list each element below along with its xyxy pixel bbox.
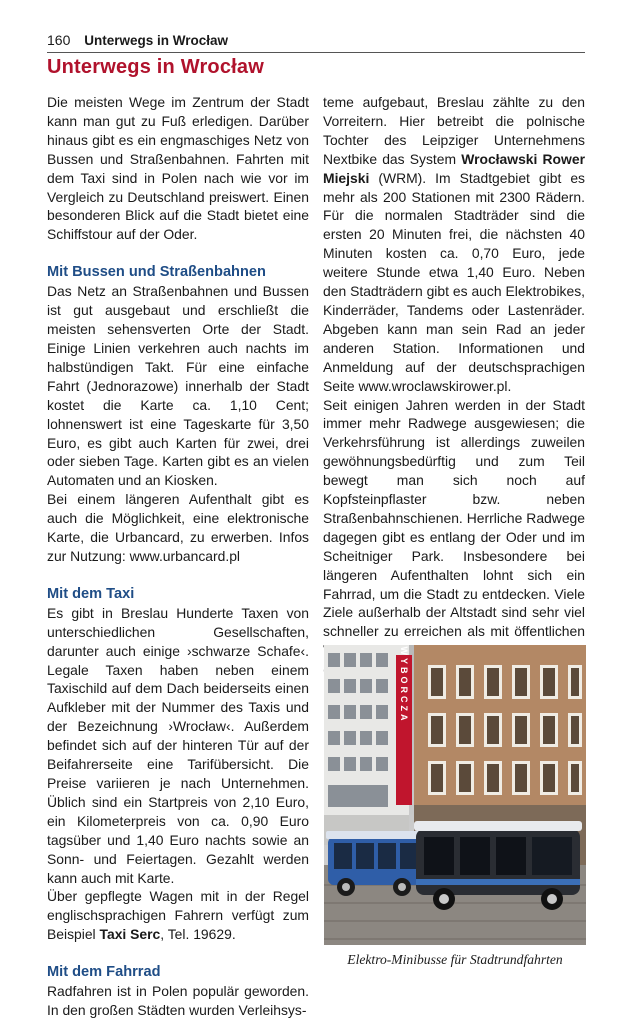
- taxi-paragraph-2: [47, 887, 309, 944]
- sign-text: WYBORCZA: [399, 646, 409, 724]
- intro-paragraph: Die meisten Wege im Zentrum der Stadt kann man gut zu Fuß erledigen. Darüber hinaus gibt es ein engmaschiges Netz von Bussen und Straßenbahnen. Fahrten mit dem Taxi sind in Polen nach wie vor im Vergleich zu Deutschland preiswert. Einen besonderen Blick auf die Stadt bietet eine Schiffstour auf der Oder.: [47, 94, 309, 243]
- chapter-title: Unterwegs in Wrocław: [47, 56, 265, 78]
- bus-paragraph-1: Das Netz an Straßenbahnen und Bussen ist gut ausgebaut und erschließt die meisten sehensverten Orte der Stadt. Einige Linien verkehren auch nachts im halbstündigen Takt. Für eine einfache Fahrt (Jednorazowe) innerhalb der Stadt kostet die Karte ca. 1,10 Cent; lohnenswert ist eine Tageskarte für 3,50 Euro, es gibt auch Karten für zwei, drei oder sieben Tage. Karten gibt es an vielen Automaten und an Kiosken.: [47, 283, 309, 489]
- bike-paragraph-right: [323, 93, 585, 396]
- bike-text-before: teme aufgebaut, Breslau zählte zu den Vorreitern. Hier betreibt die polnische Tochter des Leipziger Unternehmens Nextbike das System: [323, 94, 585, 167]
- taxi-paragraph-1: Es gibt in Breslau Hunderte Taxen von unterschiedlichen Gesellschaften, darunter auch einige ›schwarze Schafe‹. Legale Taxen haben neben einem Taxischild auf dem Dach beiderseits einen Aufkleber mit der Nummer des Taxis und der Bezeichnung ›Wrocław‹. Außerdem befindet sich auf der hinteren Tür auf der Beifahrerseite eine Tarifübersicht. Die Preise variieren je nach Unternehmen. Üblich sind ein Startpreis von 2,10 Euro, ein Kilometerpreis von ca. 0,90 Euro tagsüber und 1,40 Euro nachts sowie an Sonn- und Feiertagen. Gezahlt werden kann auch mit Karte.: [47, 604, 309, 886]
- bike-paragraph-right-2: Seit einigen Jahren werden in der Stadt immer mehr Radwege ausgewiesen; die Verkehrsführung ist allerdings zuweilen gewöhnungsbedürftig und zum Teil bewegt man sich noch auf Kopfsteinpflaster bzw. neben Straßenbahnschienen. Herrliche Radwege dagegen gibt es entlang der Oder und im Scheitniger Park. Insbesondere bei längeren Aufenthalten lohnt sich ein Fahrrad, um die Stadt zu entdecken. Viele Ziele außerhalb der Altstadt sind sehr viel schneller zu erreichen als mit öffentlichen: [323, 396, 585, 640]
- running-head: [47, 30, 585, 53]
- bus-paragraph-2: Bei einem längeren Aufenthalt gibt es auch die Möglichkeit, eine elektronische Karte, die Urbancard, zu erwerben. Infos zur Nutzung: www.urbancard.pl: [47, 491, 309, 564]
- taxi-text-before: Über gepflegte Wagen mit in der Regel englischsprachigen Fahrern verfügt zum Beispiel: [47, 888, 309, 943]
- heading-bus: Mit Bussen und Straßenbahnen: [47, 264, 266, 281]
- photo-caption: Elektro-Minibusse für Stadtrundfahrten: [347, 952, 563, 967]
- right-column: [323, 93, 585, 679]
- minibus-photo: [324, 645, 586, 945]
- taxi-company-name: Taxi Serc: [99, 926, 161, 943]
- bike-paragraph-left: Radfahren ist in Polen populär geworden. In den großen Städten wurden Verleihsys-: [47, 983, 309, 1019]
- taxi-text-after: , Tel. 19629.: [160, 926, 236, 943]
- left-column: [47, 93, 309, 1020]
- bike-text-after: (WRM). Im Stadtgebiet gibt es mehr als 200 Stationen mit 2300 Rädern. Für die normalen Stadträder sind die ersten 20 Minuten frei, die nächsten 40 Minuten kosten ca. 0,70 Euro, jede weitere Stunde etwa 1,40 Euro. Neben den Stadträdern gibt es auch Elektrobikes, Kinderräder, Tandems oder Lastenräder. Abgeben kann man sein Rad an jeder anderen Station. Informationen und Anmeldung auf der deutschsprachigen Seite www.wroclawskirower.pl.: [323, 169, 585, 394]
- bike-system-name: Wrocławski Rower Miejski: [323, 150, 585, 186]
- heading-taxi: Mit dem Taxi: [47, 585, 135, 602]
- running-title: Unterwegs in Wrocław: [84, 33, 229, 48]
- heading-bike: Mit dem Fahrrad: [47, 964, 161, 981]
- page-number: 160: [47, 32, 71, 48]
